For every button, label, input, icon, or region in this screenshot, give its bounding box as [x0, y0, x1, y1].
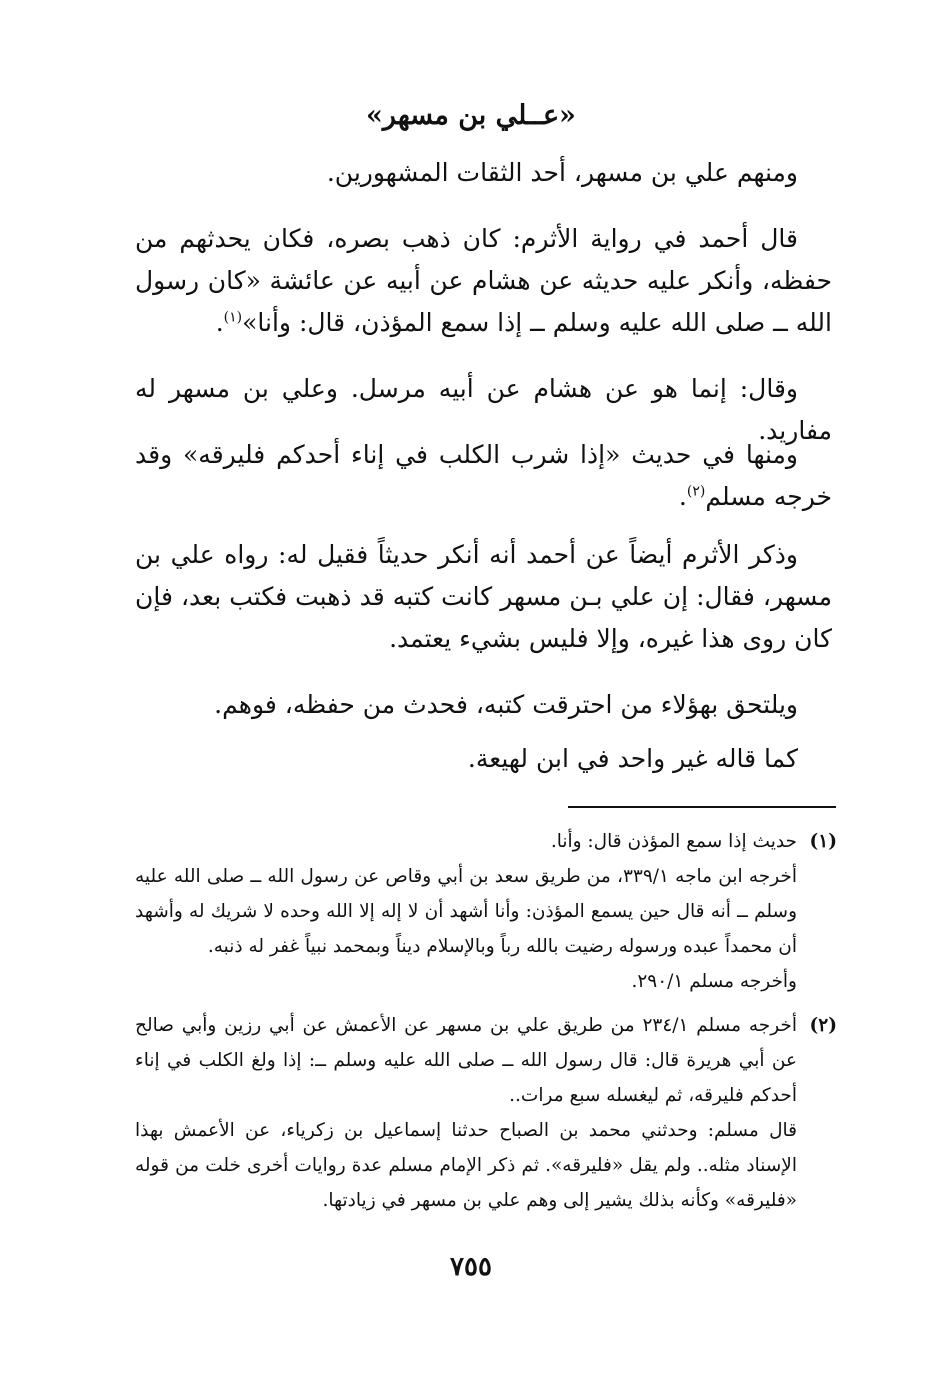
section-heading: «عــلي بن مسهر» — [366, 100, 576, 131]
footnote-line: حديث إذا سمع المؤذن قال: وأنا. — [550, 831, 797, 852]
paragraph-ibn-lahia — [135, 738, 832, 780]
footnote-body — [135, 1008, 797, 1218]
footnote-body — [135, 824, 797, 999]
paragraph-text: كما قاله غير واحد في ابن لهيعة. — [467, 744, 798, 773]
paragraph-text: ويلتحق بهؤلاء من احترقت كتبه، فحدث من حفظه، فوهم. — [214, 690, 798, 719]
footnote-2 — [135, 1008, 837, 1218]
footnote-number: (٢) — [809, 1015, 837, 1036]
footnote-line: وأخرجه مسلم ٢٩٠/١. — [631, 971, 797, 992]
sentence-end: . — [215, 308, 224, 337]
footnote-1 — [135, 824, 837, 999]
footnote-number: (١) — [809, 831, 837, 852]
paragraph-text: ومنها في حديث «إذا شرب الكلب في إناء أحدكم فليرقه» وقد خرجه مسلم — [135, 440, 832, 511]
footnote-line: أخرجه ابن ماجه ٣٣٩/١، من طريق سعد بن أبي وقاص عن رسول الله ــ صلى الله عليه وسلم ــ أنه قال حين يسمع المؤذن: وأنا أشهد أن لا إله إلا الله وحده لا شريك له وأشهد أن محمداً عبده ورسوله رضيت بالله رباً وبالإسلام ديناً وبمحمد نبياً غفر له ذنبه. — [135, 866, 797, 957]
footnote-line: أخرجه مسلم ٢٣٤/١ من طريق علي بن مسهر عن الأعمش عن أبي رزين وأبي صالح عن أبي هريرة قال: قال رسول الله ــ صلى الله عليه وسلم ــ: إذا ولغ الكلب في إناء أحدكم فليرقه، ثم ليغسله سبع مرات.. — [135, 1015, 797, 1106]
sentence-end: . — [678, 482, 687, 511]
paragraph-dog-hadith — [135, 434, 832, 518]
footnote-ref-2[interactable]: (٢) — [686, 483, 706, 500]
page-number: ٧٥٥ — [450, 1252, 492, 1282]
paragraph-books-lost — [135, 534, 832, 660]
paragraph-burned-books — [135, 684, 832, 726]
paragraph-text: ومنهم علي بن مسهر، أحد الثقات المشهورين. — [326, 158, 798, 187]
paragraph-text: وقال: إنما هو عن هشام عن أبيه مرسل. وعلي بن مسهر له مفاريد. — [135, 374, 832, 445]
paragraph-athram — [135, 218, 832, 344]
footnote-line: قال مسلم: وحدثني محمد بن الصباح حدثنا إسماعيل بن زكرياء، عن الأعمش بهذا الإسناد مثله.. ولم يقل «فليرقه». ثم ذكر الإمام مسلم عدة روايات أخرى خلت من قوله «فليرقه» وكأنه بذلك يشير إلى وهم علي بن مسهر في زيادتها. — [135, 1120, 797, 1211]
paragraph-intro — [135, 152, 832, 194]
footnote-ref-1[interactable]: (١) — [223, 309, 243, 326]
footnote-separator — [568, 806, 836, 808]
paragraph-text: قال أحمد في رواية الأثرم: كان ذهب بصره، فكان يحدثهم من حفظه، وأنكر عليه حديثه عن هشام عن أبيه عن عائشة «كان رسول الله ــ صلى الله عليه وسلم ــ إذا سمع المؤذن، قال: وأنا» — [135, 224, 832, 337]
paragraph-text: وذكر الأثرم أيضاً عن أحمد أنه أنكر حديثاً فقيل له: رواه علي بن مسهر، فقال: إن علي بـن مسهر كانت كتبه قد ذهبت فكتب بعد، فإن كان روى هذا غيره، وإلا فليس بشيء يعتمد. — [135, 540, 832, 653]
